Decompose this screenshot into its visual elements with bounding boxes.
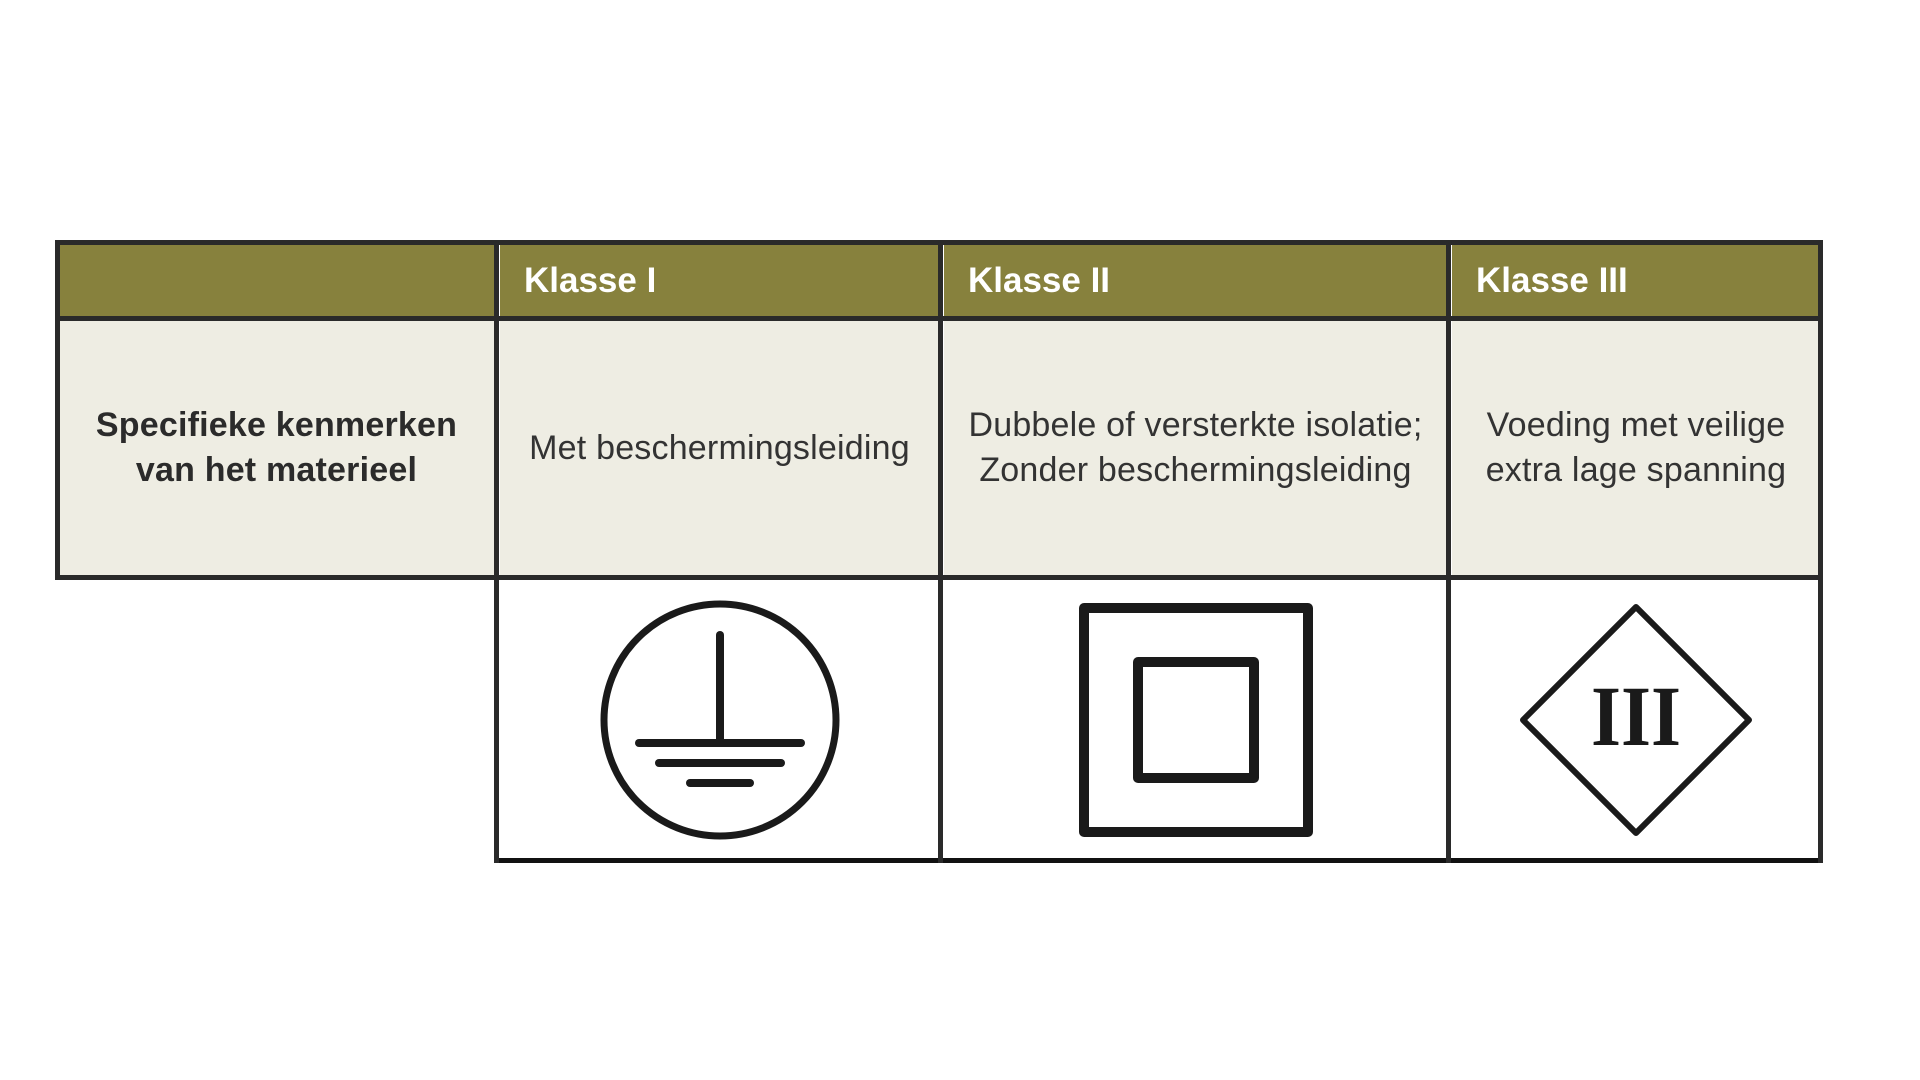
protective-earth-icon bbox=[595, 595, 845, 845]
desc-klasse-2-cell bbox=[944, 321, 1447, 575]
header-klasse-1-label: Klasse I bbox=[524, 260, 657, 300]
header-klasse-2 bbox=[944, 243, 1447, 316]
desc-klasse-3-cell bbox=[1452, 321, 1820, 575]
border-col-2 bbox=[938, 240, 943, 863]
row-label-cell bbox=[58, 321, 495, 575]
border-col-3 bbox=[1446, 240, 1451, 863]
desc-klasse-2: Dubbele of versterkte isolatie; Zonder beschermingsleiding bbox=[968, 406, 1423, 489]
header-empty-cell bbox=[58, 243, 495, 316]
symbol-klasse-3-cell bbox=[1452, 580, 1820, 860]
header-klasse-1 bbox=[500, 243, 939, 316]
symbol-klasse-1-cell bbox=[500, 580, 939, 860]
border-col-1 bbox=[494, 240, 499, 863]
row-label: Specifieke kenmerken van het materieel bbox=[95, 406, 458, 489]
border-left bbox=[55, 240, 60, 580]
double-insulation-icon bbox=[1076, 600, 1316, 840]
header-klasse-3-label: Klasse III bbox=[1476, 260, 1628, 300]
desc-klasse-1-cell bbox=[500, 321, 939, 575]
border-symbol-bottom bbox=[494, 858, 1823, 863]
desc-klasse-3: Voeding met veilige extra lage spanning bbox=[1485, 406, 1787, 489]
header-klasse-3 bbox=[1452, 243, 1820, 316]
class-iii-selv-icon bbox=[1511, 595, 1761, 845]
header-klasse-2-label: Klasse II bbox=[968, 260, 1111, 300]
border-right bbox=[1818, 240, 1823, 863]
symbol-klasse-2-cell bbox=[944, 580, 1447, 860]
desc-klasse-1: Met beschermingsleiding bbox=[529, 428, 910, 467]
class-iii-symbol-text: III bbox=[1591, 668, 1681, 764]
